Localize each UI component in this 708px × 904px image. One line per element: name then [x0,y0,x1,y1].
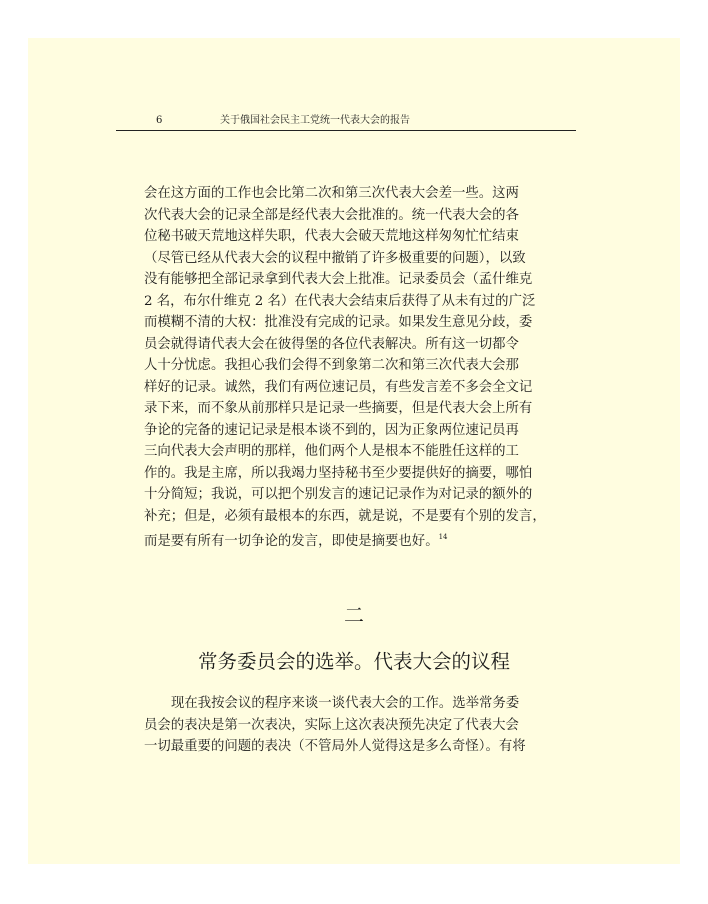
footnote-reference: 14 [438,533,448,541]
running-title: 关于俄国社会民主工党统一代表大会的报告 [220,115,410,126]
section-title: 常务委员会的选举。代表大会的议程 [197,650,510,673]
running-header [116,114,576,131]
body-paragraph-2: 现在我按会议的程序来谈一谈代表大会的工作。选举常务委 员会的表决是第一次表决，实际上这次表决预先决定了代表大会 一切最重要的问题的表决（不管局外人觉得这是多么奇怪）。有将 [144,696,526,754]
page-number: 6 [156,115,163,126]
section-number: 二 [344,603,364,627]
paragraph-1-text: 会在这方面的工作也会比第二次和第三次代表大会差一些。这两 次代表大会的记录全部是经代表大会批准的。统一代表大会的各 位秘书破天荒地这样失职，代表大会破天荒地这样匆匆忙忙结束 （尽管已经从代表大会的议程中撤销了许多极重要的问题），以致 没有能够把全部记录拿到代表大会上批准。记录委员会（孟什维克 2 名，布尔什维克 2 名）在代表大会结束后获得了从未有过的广泛 而模糊不清的大权：批准没有完成的记录。如果发生意见分歧，委 员会就得请代表大会在彼得堡的各位代表解决。所有这一切都令 人十分忧虑。我担心我们会得不到象第二次和第三次代表大会那 样好的记录。诚然，我们有两位速记员，有些发言差不多会全文记 录下来，而不象从前那样只是记录一些摘要，但是代表大会上所有 争论的完备的速记记录是根本谈不到的，因为正象两位速记员再 三向代表大会声明的那样，他们两个人是根本不能胜任这样的工 作的。我是主席，所以我竭力坚持秘书至少要提供好的摘要，哪怕 十分简短；我说，可以把个别发言的速记记录作为对记录的额外的 补充；但是，必须有最根本的东西，就是说，不是要有个别的发言， 而是要有所有一切争论的发言，即使是摘要也好。 [144,186,546,549]
body-paragraph-1 [144,183,584,553]
